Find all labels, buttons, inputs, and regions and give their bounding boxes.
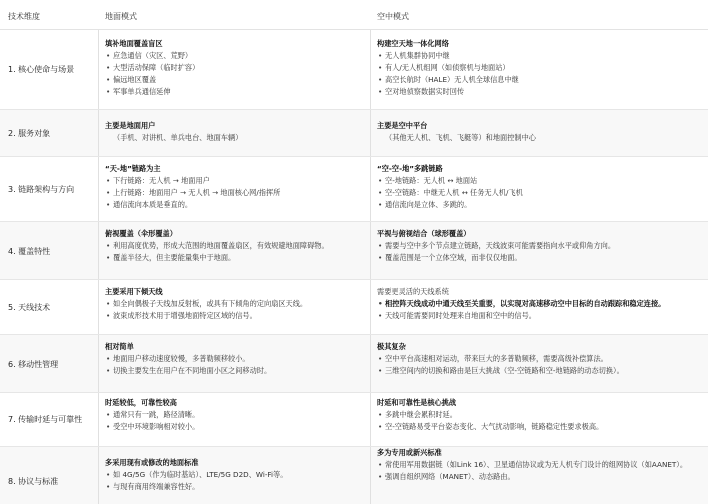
- header-dimension: 技术维度: [8, 12, 40, 21]
- row-dimension: 5. 天线技术: [8, 303, 51, 312]
- air-cell: 平视与俯视结合（球形覆盖） • 需要与空中多个节点建立链路，天线波束可能需要指向水平或仰角方向。 • 覆盖范围是一个立体空域，而非仅仅地面。: [377, 228, 708, 264]
- header-ground-mode: 地面模式: [105, 12, 137, 21]
- ground-cell: 主要采用下倾天线 • 如全向偶极子天线加反射板，或具有下倾角的定向扇区天线。 • 波束成形技术用于增强地面特定区域的信号。: [105, 286, 363, 322]
- ground-cell: 多采用现有或修改的地面标准 • 如 4G/5G（作为临时基站）、LTE/5G D2D、Wi-Fi等。 • 与现有商用终端兼容性好。: [105, 457, 363, 493]
- ground-cell: 俯视覆盖（伞形覆盖） • 利用高度优势，形成大范围的地面覆盖扇区，有效规避地面障碍物。 • 覆盖半径大，但主要能量集中于地面。: [105, 228, 363, 264]
- table-row: [0, 280, 708, 335]
- table-header: [0, 0, 708, 30]
- table-row: [0, 30, 708, 110]
- air-cell: 主要是空中平台 （其他无人机、飞机、飞艇等）和地面控制中心: [377, 121, 536, 142]
- air-cell: 时延和可靠性是核心挑战 • 多跳中继会累积时延。 • 空-空链路易受平台姿态变化、大气扰动影响，链路稳定性要求极高。: [377, 397, 708, 433]
- row-dimension: 3. 链路架构与方向: [8, 185, 75, 194]
- air-cell: 极其复杂 • 空中平台高速相对运动，带来巨大的多普勒频移，需要高级补偿算法。 • 三维空间内的切换和路由是巨大挑战（空-空链路和空-地链路的动态切换）。: [377, 341, 708, 377]
- ground-cell: “天-地”链路为主 • 下行链路：无人机 → 地面用户 • 上行链路：地面用户 → 无人机 → 地面核心网/指挥所 • 通信流向本质是垂直的。: [105, 163, 363, 211]
- air-cell: 构建空天地一体化网络 • 无人机集群协同中继 • 有人/无人机组网（如侦察机与地面站） • 高空长航时（HALE）无人机全球信息中继 • 空对地侦察数据实时回传: [377, 38, 708, 98]
- row-dimension: 6. 移动性管理: [8, 360, 59, 369]
- ground-cell: 填补地面覆盖盲区 • 应急通信（灾区、荒野） • 大型活动保障（临时扩容） • 偏远地区覆盖 • 军事单兵通信延伸: [105, 38, 363, 98]
- ground-cell: 时延较低，可靠性较高 • 通常只有一跳，路径清晰。 • 受空中环境影响相对较小。: [105, 397, 363, 433]
- row-dimension: 4. 覆盖特性: [8, 247, 51, 256]
- table-row: [0, 110, 708, 157]
- table-row: [0, 157, 708, 222]
- air-cell: “空-空-地”多跳链路 • 空-地链路：无人机 ↔ 地面站 • 空-空链路：中继无人机 ↔ 任务无人机/飞机 • 通信流向是立体、多跳的。: [377, 163, 708, 211]
- air-cell: 需要更灵活的天线系统 • 相控阵天线成动中通天线至关重要，以实现对高速移动空中目标的自动跟踪和稳定连接。 • 天线可能需要同时处理来自地面和空中的信号。: [377, 286, 708, 322]
- air-cell: 多为专用或新兴标准 • 常使用军用数据链（如Link 16）、卫星通信协议或为无人机专门设计的组网协议（如AANET）。 • 强调自组织网络（MANET）、动态路由。: [377, 447, 708, 483]
- table-row: [0, 393, 708, 447]
- table-row: [0, 447, 708, 504]
- header-air-mode: 空中模式: [377, 12, 409, 21]
- row-dimension: 7. 传输时延与可靠性: [8, 415, 83, 424]
- row-dimension: 1. 核心使命与场景: [8, 65, 75, 74]
- row-dimension: 8. 协议与标准: [8, 477, 59, 486]
- ground-cell: 主要是地面用户 （手机、对讲机、单兵电台、地面车辆）: [105, 121, 243, 142]
- table-row: [0, 335, 708, 393]
- row-dimension: 2. 服务对象: [8, 129, 51, 138]
- table-row: [0, 222, 708, 280]
- ground-cell: 相对简单 • 地面用户移动速度较慢，多普勒频移较小。 • 切换主要发生在用户在不同地面小区之间移动时。: [105, 341, 363, 377]
